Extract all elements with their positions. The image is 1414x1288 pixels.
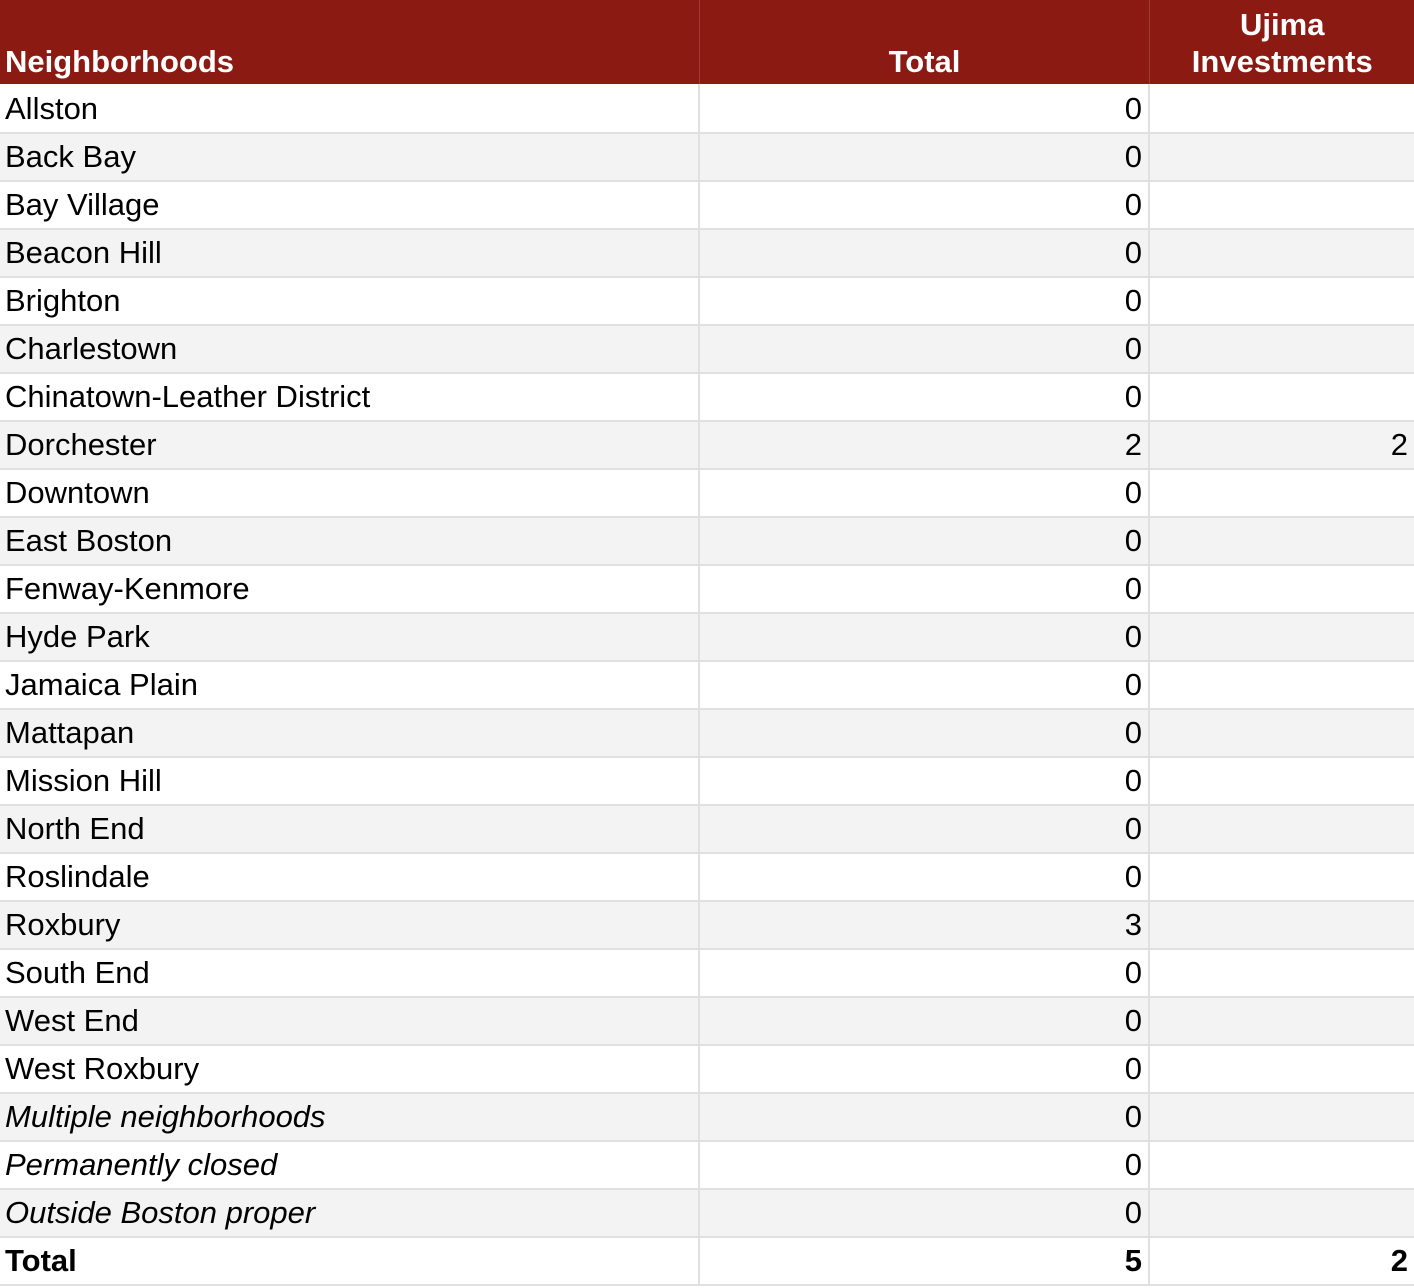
cell-neighborhood[interactable]: West Roxbury — [0, 1045, 699, 1093]
table-row — [0, 613, 1414, 661]
cell-ujima[interactable] — [1149, 133, 1414, 181]
cell-neighborhood[interactable]: Fenway-Kenmore — [0, 565, 699, 613]
cell-ujima[interactable] — [1149, 373, 1414, 421]
cell-neighborhood[interactable]: Downtown — [0, 469, 699, 517]
cell-neighborhood[interactable]: Chinatown-Leather District — [0, 373, 699, 421]
cell-neighborhood[interactable]: Brighton — [0, 277, 699, 325]
table-row — [0, 805, 1414, 853]
cell-neighborhood[interactable]: Permanently closed — [0, 1141, 699, 1189]
cell-total[interactable]: 0 — [699, 613, 1149, 661]
header-total[interactable]: Total — [699, 0, 1149, 85]
cell-neighborhood[interactable]: Hyde Park — [0, 613, 699, 661]
cell-ujima[interactable] — [1149, 277, 1414, 325]
table-row — [0, 85, 1414, 133]
cell-total[interactable]: 0 — [699, 373, 1149, 421]
cell-neighborhood[interactable]: Allston — [0, 85, 699, 133]
cell-total[interactable]: 0 — [699, 181, 1149, 229]
cell-ujima[interactable] — [1149, 1093, 1414, 1141]
cell-ujima[interactable] — [1149, 997, 1414, 1045]
cell-total[interactable]: 0 — [699, 1093, 1149, 1141]
cell-total[interactable]: 0 — [699, 1189, 1149, 1237]
cell-total[interactable]: 0 — [699, 229, 1149, 277]
table-row — [0, 469, 1414, 517]
cell-total[interactable]: 0 — [699, 85, 1149, 133]
cell-total[interactable]: 0 — [699, 1045, 1149, 1093]
cell-ujima[interactable] — [1149, 661, 1414, 709]
cell-total[interactable]: 0 — [699, 805, 1149, 853]
table-row — [0, 1093, 1414, 1141]
cell-neighborhood[interactable]: Beacon Hill — [0, 229, 699, 277]
cell-neighborhood[interactable]: Mission Hill — [0, 757, 699, 805]
total-row — [0, 1237, 1414, 1285]
cell-ujima[interactable] — [1149, 805, 1414, 853]
cell-total[interactable]: 0 — [699, 517, 1149, 565]
cell-neighborhood[interactable]: Roxbury — [0, 901, 699, 949]
table-row — [0, 661, 1414, 709]
cell-ujima[interactable] — [1149, 565, 1414, 613]
header-neighborhoods[interactable]: Neighborhoods — [0, 0, 699, 85]
cell-total[interactable]: 0 — [699, 1141, 1149, 1189]
cell-ujima[interactable] — [1149, 325, 1414, 373]
cell-total[interactable]: 0 — [699, 949, 1149, 997]
table-row — [0, 277, 1414, 325]
cell-total-label[interactable]: Total — [0, 1237, 699, 1285]
cell-ujima[interactable] — [1149, 229, 1414, 277]
table-row — [0, 709, 1414, 757]
cell-ujima[interactable] — [1149, 517, 1414, 565]
cell-grand-total[interactable]: 5 — [699, 1237, 1149, 1285]
table-row — [0, 901, 1414, 949]
table-row — [0, 1189, 1414, 1237]
cell-ujima[interactable] — [1149, 613, 1414, 661]
table-row — [0, 997, 1414, 1045]
table-row — [0, 133, 1414, 181]
cell-neighborhood[interactable]: Charlestown — [0, 325, 699, 373]
cell-total[interactable]: 0 — [699, 133, 1149, 181]
cell-neighborhood[interactable]: South End — [0, 949, 699, 997]
cell-ujima[interactable] — [1149, 901, 1414, 949]
table-row — [0, 1141, 1414, 1189]
table-header — [0, 0, 1414, 85]
cell-total[interactable]: 0 — [699, 661, 1149, 709]
cell-ujima[interactable] — [1149, 757, 1414, 805]
cell-neighborhood[interactable]: Back Bay — [0, 133, 699, 181]
table-row — [0, 757, 1414, 805]
cell-ujima[interactable] — [1149, 85, 1414, 133]
cell-neighborhood[interactable]: East Boston — [0, 517, 699, 565]
cell-ujima[interactable] — [1149, 1045, 1414, 1093]
cell-total[interactable]: 0 — [699, 997, 1149, 1045]
cell-neighborhood[interactable]: Dorchester — [0, 421, 699, 469]
header-ujima-investments[interactable] — [1149, 0, 1414, 85]
cell-neighborhood[interactable]: North End — [0, 805, 699, 853]
cell-neighborhood[interactable]: Outside Boston proper — [0, 1189, 699, 1237]
cell-ujima[interactable] — [1149, 853, 1414, 901]
cell-neighborhood[interactable]: Multiple neighborhoods — [0, 1093, 699, 1141]
table-row — [0, 181, 1414, 229]
cell-total[interactable]: 0 — [699, 709, 1149, 757]
cell-neighborhood[interactable]: West End — [0, 997, 699, 1045]
cell-ujima[interactable] — [1149, 1189, 1414, 1237]
cell-ujima[interactable] — [1149, 469, 1414, 517]
table-row — [0, 1045, 1414, 1093]
table-row — [0, 421, 1414, 469]
cell-ujima[interactable] — [1149, 1141, 1414, 1189]
cell-neighborhood[interactable]: Mattapan — [0, 709, 699, 757]
table-row — [0, 565, 1414, 613]
cell-ujima-total[interactable]: 2 — [1149, 1237, 1414, 1285]
table-row — [0, 325, 1414, 373]
cell-total[interactable]: 2 — [699, 421, 1149, 469]
cell-total[interactable]: 0 — [699, 325, 1149, 373]
header-ujima-line1: Ujima — [1240, 7, 1325, 42]
cell-total[interactable]: 3 — [699, 901, 1149, 949]
table-row — [0, 373, 1414, 421]
table-row — [0, 229, 1414, 277]
table-row — [0, 949, 1414, 997]
cell-total[interactable]: 0 — [699, 469, 1149, 517]
cell-total[interactable]: 0 — [699, 565, 1149, 613]
cell-ujima[interactable] — [1149, 181, 1414, 229]
cell-neighborhood[interactable]: Roslindale — [0, 853, 699, 901]
cell-ujima[interactable] — [1149, 709, 1414, 757]
cell-ujima[interactable]: 2 — [1149, 421, 1414, 469]
table-row — [0, 853, 1414, 901]
cell-total[interactable]: 0 — [699, 277, 1149, 325]
cell-total[interactable]: 0 — [699, 853, 1149, 901]
cell-neighborhood[interactable]: Bay Village — [0, 181, 699, 229]
header-ujima-line2: Investments — [1191, 44, 1373, 79]
cell-total[interactable]: 0 — [699, 757, 1149, 805]
table-body — [0, 85, 1414, 1285]
cell-neighborhood[interactable]: Jamaica Plain — [0, 661, 699, 709]
table-row — [0, 517, 1414, 565]
cell-ujima[interactable] — [1149, 949, 1414, 997]
